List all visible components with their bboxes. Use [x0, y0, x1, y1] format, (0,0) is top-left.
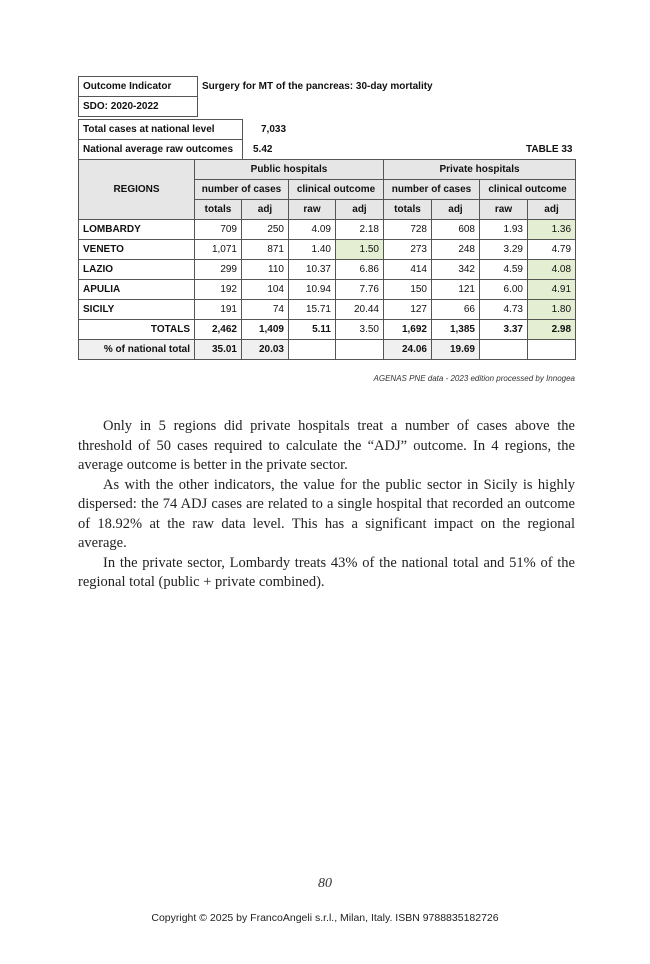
cell-empty [336, 340, 384, 360]
cell: 3.37 [480, 320, 528, 340]
cell: 1,409 [242, 320, 289, 340]
cell-empty [289, 340, 336, 360]
national-average-value: 5.42 [253, 144, 273, 155]
body-text [78, 417, 575, 593]
cell: 4.73 [480, 300, 528, 320]
cell: 74 [242, 300, 289, 320]
cell-highlighted: 1.80 [528, 300, 576, 320]
cell: 1.93 [480, 220, 528, 240]
private-hospitals-header: Private hospitals [384, 160, 576, 180]
regions-header: REGIONS [79, 160, 195, 220]
outcome-value: Surgery for MT of the pancreas: 30-day mortality [202, 81, 433, 92]
table-id: TABLE 33 [526, 144, 573, 155]
totals-row [79, 320, 576, 340]
cell: 414 [384, 260, 432, 280]
cell: 15.71 [289, 300, 336, 320]
page-number: 80 [318, 876, 332, 891]
cell: 3.29 [480, 240, 528, 260]
cell-highlighted: 4.91 [528, 280, 576, 300]
cell: 10.37 [289, 260, 336, 280]
cell: 871 [242, 240, 289, 260]
cell: 20.03 [242, 340, 289, 360]
cell: 1,692 [384, 320, 432, 340]
source-note: AGENAS PNE data - 2023 edition processed by Innogea [373, 374, 575, 383]
cell: 1,071 [195, 240, 242, 260]
cell: 35.01 [195, 340, 242, 360]
region-name: APULIA [79, 280, 195, 300]
cell: 104 [242, 280, 289, 300]
copyright-notice: Copyright © 2025 by FrancoAngeli s.r.l., Milan, Italy. ISBN 9788835182726 [151, 912, 499, 924]
totals-label: TOTALS [79, 320, 195, 340]
cell: 2,462 [195, 320, 242, 340]
public-hospitals-header: Public hospitals [195, 160, 384, 180]
col-header: raw [289, 200, 336, 220]
cell: 4.09 [289, 220, 336, 240]
total-cases-label: Total cases at national level [79, 120, 243, 140]
table-row [79, 280, 576, 300]
public-num-cases-header: number of cases [195, 180, 289, 200]
cell: 1,385 [432, 320, 480, 340]
cell: 150 [384, 280, 432, 300]
cell: 299 [195, 260, 242, 280]
region-name: VENETO [79, 240, 195, 260]
cell: 5.11 [289, 320, 336, 340]
col-header: totals [384, 200, 432, 220]
cell: 709 [195, 220, 242, 240]
cell: 1.40 [289, 240, 336, 260]
cell-highlighted: 1.36 [528, 220, 576, 240]
cell-highlighted: 1.50 [336, 240, 384, 260]
col-header: adj [336, 200, 384, 220]
total-cases-value: 7,033 [261, 124, 287, 135]
cell: 6.86 [336, 260, 384, 280]
cell: 24.06 [384, 340, 432, 360]
paragraph: As with the other indicators, the value for the public sector in Sicily is highly dispersed: the 74 ADJ cases are related to a single hospital that recorded an outcome of 18.92% at the raw data level. This has a significant impact on the regional average. [78, 476, 575, 551]
paragraph: In the private sector, Lombardy treats 43% of the national total and 51% of the regional total (public + private combined). [78, 554, 575, 590]
cell-highlighted: 2.98 [528, 320, 576, 340]
cell: 4.79 [528, 240, 576, 260]
region-name: LOMBARDY [79, 220, 195, 240]
cell: 728 [384, 220, 432, 240]
indicator-header [78, 76, 575, 117]
cell: 66 [432, 300, 480, 320]
cell: 6.00 [480, 280, 528, 300]
cell: 7.76 [336, 280, 384, 300]
national-summary [78, 119, 575, 160]
cell: 3.50 [336, 320, 384, 340]
cell: 4.59 [480, 260, 528, 280]
cell: 20.44 [336, 300, 384, 320]
cell-empty [528, 340, 576, 360]
cell: 10.94 [289, 280, 336, 300]
outcome-label: Outcome Indicator [79, 77, 198, 97]
col-header: adj [242, 200, 289, 220]
outcomes-table [78, 159, 576, 360]
cell: 192 [195, 280, 242, 300]
cell: 250 [242, 220, 289, 240]
cell-empty [480, 340, 528, 360]
national-average-label: National average raw outcomes [79, 140, 243, 160]
cell: 110 [242, 260, 289, 280]
cell: 191 [195, 300, 242, 320]
pct-label: % of national total [79, 340, 195, 360]
public-clinical-outcome-header: clinical outcome [289, 180, 384, 200]
col-header: raw [480, 200, 528, 220]
private-num-cases-header: number of cases [384, 180, 480, 200]
region-name: LAZIO [79, 260, 195, 280]
private-clinical-outcome-header: clinical outcome [480, 180, 576, 200]
cell-highlighted: 4.08 [528, 260, 576, 280]
sdo-label: SDO: 2020-2022 [79, 97, 198, 117]
table-row [79, 240, 576, 260]
cell: 2.18 [336, 220, 384, 240]
region-name: SICILY [79, 300, 195, 320]
national-pct-row [79, 340, 576, 360]
table-row [79, 300, 576, 320]
table-row [79, 260, 576, 280]
cell: 19.69 [432, 340, 480, 360]
cell: 127 [384, 300, 432, 320]
cell: 273 [384, 240, 432, 260]
cell: 608 [432, 220, 480, 240]
col-header: totals [195, 200, 242, 220]
col-header: adj [528, 200, 576, 220]
col-header: adj [432, 200, 480, 220]
paragraph: Only in 5 regions did private hospitals treat a number of cases above the threshold of 50 cases required to calculate the “ADJ” outcome. In 4 regions, the average outcome is better in the private sector. [78, 418, 575, 473]
cell: 248 [432, 240, 480, 260]
cell: 342 [432, 260, 480, 280]
cell: 121 [432, 280, 480, 300]
table-row [79, 220, 576, 240]
